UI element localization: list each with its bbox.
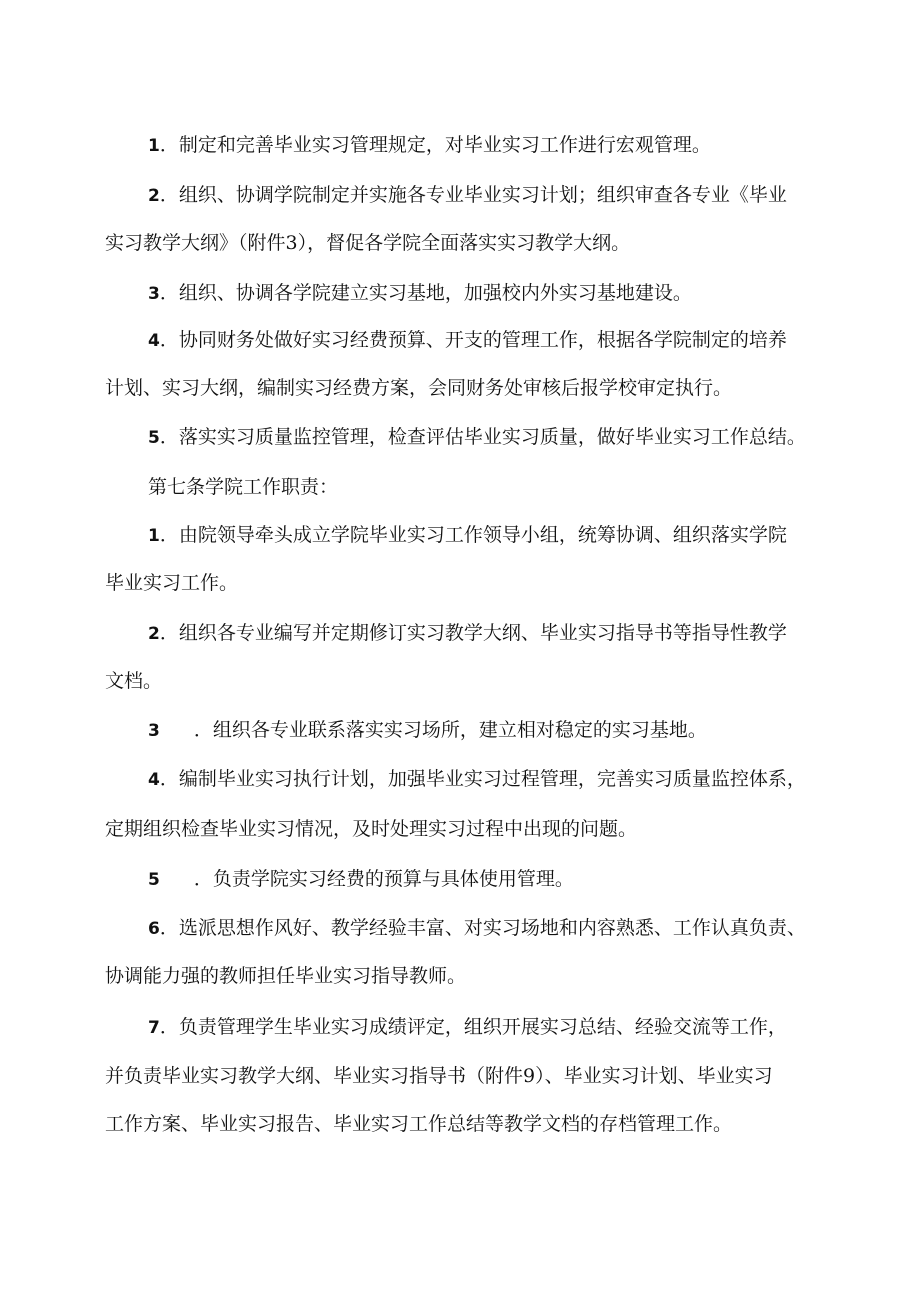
article-7-item-4-continuation [105,817,817,841]
item-number: 2 [148,624,160,644]
item-number: 4 [148,770,160,790]
item-text: ．由院领导牵头成立学院毕业实习工作领导小组，统筹协调、组织落实学院 [159,524,787,546]
article-7-item-7-continuation-2 [105,1112,817,1136]
article-7-item-6-continuation [105,964,817,988]
article-7-item-6 [148,916,818,941]
article-7-item-2-continuation [105,669,817,693]
article-7-item-7-continuation-1 [105,1064,817,1088]
article-7-item-3 [148,718,818,743]
item-text: ．编制毕业实习执行计划，加强毕业实习过程管理，完善实习质量监控体系， [159,768,806,790]
item-text: ．负责管理学生毕业实习成绩评定，组织开展实习总结、经验交流等工作， [159,1016,787,1038]
item-text: ．选派思想作风好、教学经验丰富、对实习场地和内容熟悉、工作认真负责、 [159,917,806,939]
item-5 [148,425,818,450]
item-3 [148,281,818,306]
item-1 [148,133,818,158]
item-text: ．负责学院实习经费的预算与具体使用管理。 [193,868,574,890]
item-text: 实习教学大纲》（附件3），督促各学院全面落实实习教学大纲。 [105,232,631,254]
article-7-item-2 [148,621,818,646]
item-4-continuation [105,376,817,400]
item-number: 1 [148,526,160,546]
item-number: 4 [148,331,160,351]
heading-text: 第七条学院工作职责： [148,476,339,498]
item-number: 5 [148,870,160,890]
item-number: 7 [148,1018,160,1038]
item-number: 1 [148,136,160,156]
item-text: 并负责毕业实习教学大纲、毕业实习指导书（附件9）、毕业实习计划、毕业实习 [105,1065,773,1087]
item-text: ．落实实习质量监控管理，检查评估毕业实习质量，做好毕业实习工作总结。 [159,426,806,448]
article-7-heading [148,475,818,499]
article-7-item-4 [148,767,818,792]
item-text: 文档。 [105,670,163,692]
item-2 [148,183,818,208]
item-number: 3 [148,721,160,741]
item-number: 6 [148,919,160,939]
item-text: ．组织、协调学院制定并实施各专业毕业实习计划；组织审查各专业《毕业 [159,184,787,206]
item-number: 5 [148,428,160,448]
item-number: 2 [148,186,160,206]
item-text: ．组织、协调各学院建立实习基地，加强校内外实习基地建设。 [159,282,692,304]
item-text: 工作方案、毕业实习报告、毕业实习工作总结等教学文档的存档管理工作。 [105,1113,733,1135]
item-number: 3 [148,284,160,304]
item-text: ．组织各专业编写并定期修订实习教学大纲、毕业实习指导书等指导性教学 [159,622,787,644]
article-7-item-7 [148,1015,818,1040]
article-7-item-1-continuation [105,571,817,595]
item-text: 协调能力强的教师担任毕业实习指导教师。 [105,965,467,987]
item-text: ．协同财务处做好实习经费预算、开支的管理工作，根据各学院制定的培养 [159,329,787,351]
item-4 [148,328,818,353]
article-7-item-1 [148,523,818,548]
item-2-continuation [105,231,817,255]
item-text: ．制定和完善毕业实习管理规定，对毕业实习工作进行宏观管理。 [159,134,711,156]
article-7-item-5 [148,867,818,892]
item-text: 计划、实习大纲，编制实习经费方案，会同财务处审核后报学校审定执行。 [105,377,733,399]
item-text: 定期组织检查毕业实习情况，及时处理实习过程中出现的问题。 [105,818,638,840]
item-text: 毕业实习工作。 [105,572,239,594]
item-text: ．组织各专业联系落实实习场所，建立相对稳定的实习基地。 [193,719,707,741]
